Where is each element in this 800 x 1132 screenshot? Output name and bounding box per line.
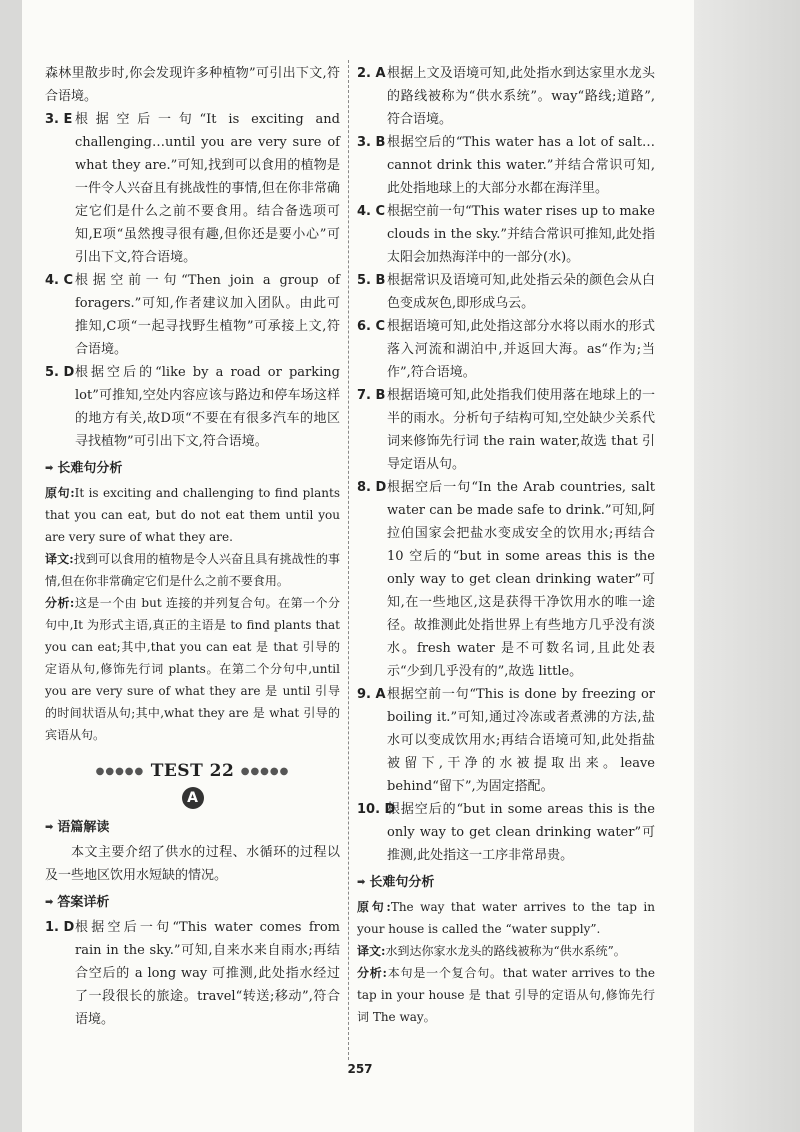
item-text: 根据语境可知,此处指这部分水将以雨水的形式落入河流和湖泊中,并返回大海。as“作为;当作”,符合语境。 bbox=[387, 319, 655, 380]
answer-item-7 bbox=[357, 384, 655, 476]
translation: 译文:水到达你家水龙头的路线被称为“供水系统”。 bbox=[357, 944, 626, 958]
item-text: 根据空后的“but in some areas this is the only way to get clean drinking water”可推测,此处指这一工序非常昂贵。 bbox=[387, 802, 655, 863]
item-text: 根据空前一句“Then join a group of foragers.”可知,作者建议加入团队。由此可推知,C项“一起寻找野生植物”可承接上文,符合语境。 bbox=[75, 273, 340, 357]
answer-item-6 bbox=[357, 315, 655, 384]
answer-item-9 bbox=[357, 683, 655, 798]
sentence-analysis: 分析:本句是一个复合句。that water arrives to the tap in your house 是 that 引导的定语从句,修饰先行词 The way。 bbox=[357, 966, 655, 1024]
item-number: 1. D bbox=[45, 920, 75, 935]
item-text: 根据空前一句“This is done by freezing or boiling it.”可知,通过冷冻或者煮沸的方法,盐水可以变成饮用水;再结合语境可知,此处指盐被留下,干净的水被提取出来。leave behind“留下”,为固定搭配。 bbox=[387, 687, 655, 794]
answer-item-8 bbox=[357, 476, 655, 683]
item-text: 根据上文及语境可知,此处指水到达家里水龙头的路线被称为“供水系统”。way“路线;道路”,符合语境。 bbox=[387, 66, 655, 127]
item-text: 根据空后一句“It is exciting and challenging…until you are very sure of what they are.”可知,找到可以食用的植物是一件令人兴奋且有挑战性的事情,但在你非常确定它们是什么之前不要食用。结合备选项可知,E项“虽然搜寻很有趣,但你还是要小心”可引出下文,符合语境。 bbox=[75, 112, 340, 265]
section-heading-passage: ➡ 语篇解读 bbox=[45, 816, 340, 839]
right-column bbox=[357, 62, 655, 1028]
answer-item-3 bbox=[45, 108, 340, 269]
column-divider bbox=[348, 60, 349, 1060]
answer-item-2 bbox=[357, 62, 655, 131]
item-text: 根据空后一句“This water comes from rain in the sky.”可知,自来水来自雨水;再结合空后的 a long way 可推测,此处指水经过了一段很长的旅途。travel“转送;移动”,符合语境。 bbox=[75, 920, 340, 1027]
item-number: 4. C bbox=[357, 204, 386, 219]
arrow-icon: ➡ bbox=[45, 463, 54, 474]
decorative-dots: ●●●●● bbox=[95, 766, 145, 777]
answer-item-4 bbox=[357, 200, 655, 269]
answer-item-3 bbox=[357, 131, 655, 200]
left-column bbox=[45, 62, 340, 1031]
item-text: 根据语境可知,此处指我们使用落在地球上的一半的雨水。分析句子结构可知,空处缺少关系代词来修饰先行词 the rain water,故选 that 引导定语从句。 bbox=[387, 388, 655, 472]
section-heading-analysis: ➡ 长难句分析 bbox=[357, 871, 655, 894]
item-number: 2. A bbox=[357, 66, 386, 81]
section-heading-analysis: ➡ 长难句分析 bbox=[45, 457, 340, 480]
arrow-icon: ➡ bbox=[45, 897, 54, 908]
item-number: 3. B bbox=[357, 135, 386, 150]
item-text: 根据空后一句“In the Arab countries, salt water can be made safe to drink.”可知,阿拉伯国家会把盐水变成安全的饮用水;再结合 10 空后的“but in some areas this is the only way to get clean drinking water”可知,在一些地区,这是获得干净饮用水的唯一途径。故推测此处指世界上有些地方几乎没有淡水。fresh water 是不可数名词,且此处表示“少到几乎没有的”,故选 little。 bbox=[387, 480, 655, 679]
arrow-icon: ➡ bbox=[357, 877, 366, 888]
section-badge: A bbox=[182, 787, 204, 809]
translation: 译文:找到可以食用的植物是令人兴奋且具有挑战性的事情,但在你非常确定它们是什么之前不要食用。 bbox=[45, 552, 340, 588]
item-number: 3. E bbox=[45, 112, 73, 127]
item-number: 7. B bbox=[357, 388, 386, 403]
page-number: 257 bbox=[347, 1062, 373, 1076]
answer-item-5 bbox=[357, 269, 655, 315]
page-edge bbox=[694, 0, 800, 1132]
item-text: 根据常识及语境可知,此处指云朵的颜色会从白色变成灰色,即形成乌云。 bbox=[387, 273, 655, 311]
item-number: 10. D bbox=[357, 802, 396, 817]
item-number: 5. D bbox=[45, 365, 75, 380]
section-heading-answers: ➡ 答案详析 bbox=[45, 891, 340, 914]
item-text: 根据空后的“This water has a lot of salt…cannot drink this water.”并结合常识可知,此处指地球上的大部分水都在海洋里。 bbox=[387, 135, 655, 196]
item-text: 根据空后的“like by a road or parking lot”可推知,空处内容应该与路边和停车场这样的地方有关,故D项“不要在有很多汽车的地区寻找植物”可引出下文,符合语境。 bbox=[75, 365, 340, 449]
passage-summary: 本文主要介绍了供水的过程、水循环的过程以及一些地区饮用水短缺的情况。 bbox=[45, 845, 340, 883]
test-title: ●●●●● TEST 22 ●●●●● bbox=[95, 761, 290, 781]
item-number: 8. D bbox=[357, 480, 387, 495]
item-number: 4. C bbox=[45, 273, 74, 288]
item-number: 6. C bbox=[357, 319, 386, 334]
answer-item-4 bbox=[45, 269, 340, 361]
item-number: 9. A bbox=[357, 687, 386, 702]
original-sentence: 原句:It is exciting and challenging to find plants that you can eat, but do not eat them until you are very sure of what they are. bbox=[45, 486, 340, 544]
answer-item-5 bbox=[45, 361, 340, 453]
arrow-icon: ➡ bbox=[45, 822, 54, 833]
item-text: 根据空前一句“This water rises up to make clouds in the sky.”并结合常识可推知,此处指太阳会加热海洋中的一部分(水)。 bbox=[387, 204, 655, 265]
original-sentence: 原句:The way that water arrives to the tap in your house is called the “water supply”. bbox=[357, 900, 655, 936]
answer-item-1 bbox=[45, 916, 340, 1031]
continued-text: 森林里散步时,你会发现许多种植物”可引出下文,符合语境。 bbox=[45, 66, 340, 104]
decorative-dots: ●●●●● bbox=[240, 766, 290, 777]
item-number: 5. B bbox=[357, 273, 386, 288]
sentence-analysis: 分析:这是一个由 but 连接的并列复合句。在第一个分句中,It 为形式主语,真正的主语是 to find plants that you can eat;其中,that you can eat 是 that 引导的定语从句,修饰先行词 plants。在第二个分句中,until you are very sure of what they are 是 until 引导的时间状语从句;其中,what they are 是 what 引导的宾语从句。 bbox=[45, 596, 340, 742]
answer-item-10 bbox=[357, 798, 655, 867]
